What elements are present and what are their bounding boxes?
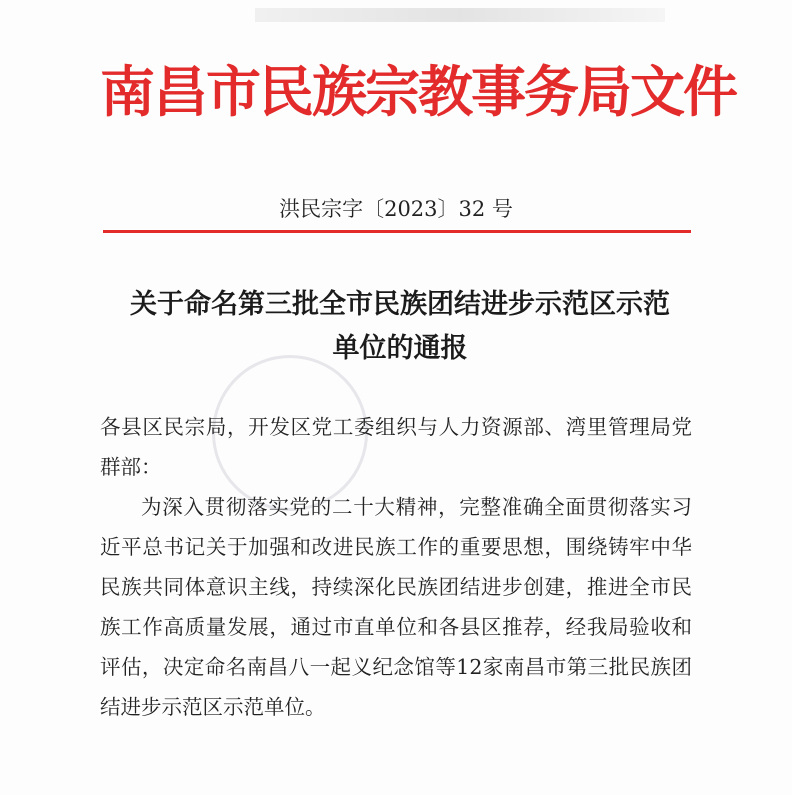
notice-title bbox=[100, 283, 700, 371]
notice-title-line-2: 单位的通报 bbox=[332, 333, 468, 364]
notice-title-line-1: 关于命名第三批全市民族团结进步示范区示范 bbox=[130, 289, 670, 320]
body-paragraph-1: 为深入贯彻落实党的二十大精神，完整准确全面贯彻落实习近平总书记关于加强和改进民族工作的重要思想，围绕铸牢中华民族共同体意识主线，持续深化民族团结进步创建，推进全市民族工作高质量发展，通过市直单位和各县区推荐，经我局验收和评估，决定命名南昌八一起义纪念馆等12家南昌市第三批民族团结进步示范区示范单位。 bbox=[100, 495, 692, 719]
scan-artifact bbox=[255, 8, 665, 22]
document-header-title: 南昌市民族宗教事务局文件 bbox=[100, 60, 737, 124]
red-divider bbox=[103, 230, 691, 233]
addressee: 各县区民宗局，开发区党工委组织与人力资源部、湾里管理局党群部： bbox=[100, 415, 692, 479]
document-body bbox=[100, 407, 692, 727]
document-number: 洪民宗字〔2023〕32 号 bbox=[279, 197, 513, 221]
